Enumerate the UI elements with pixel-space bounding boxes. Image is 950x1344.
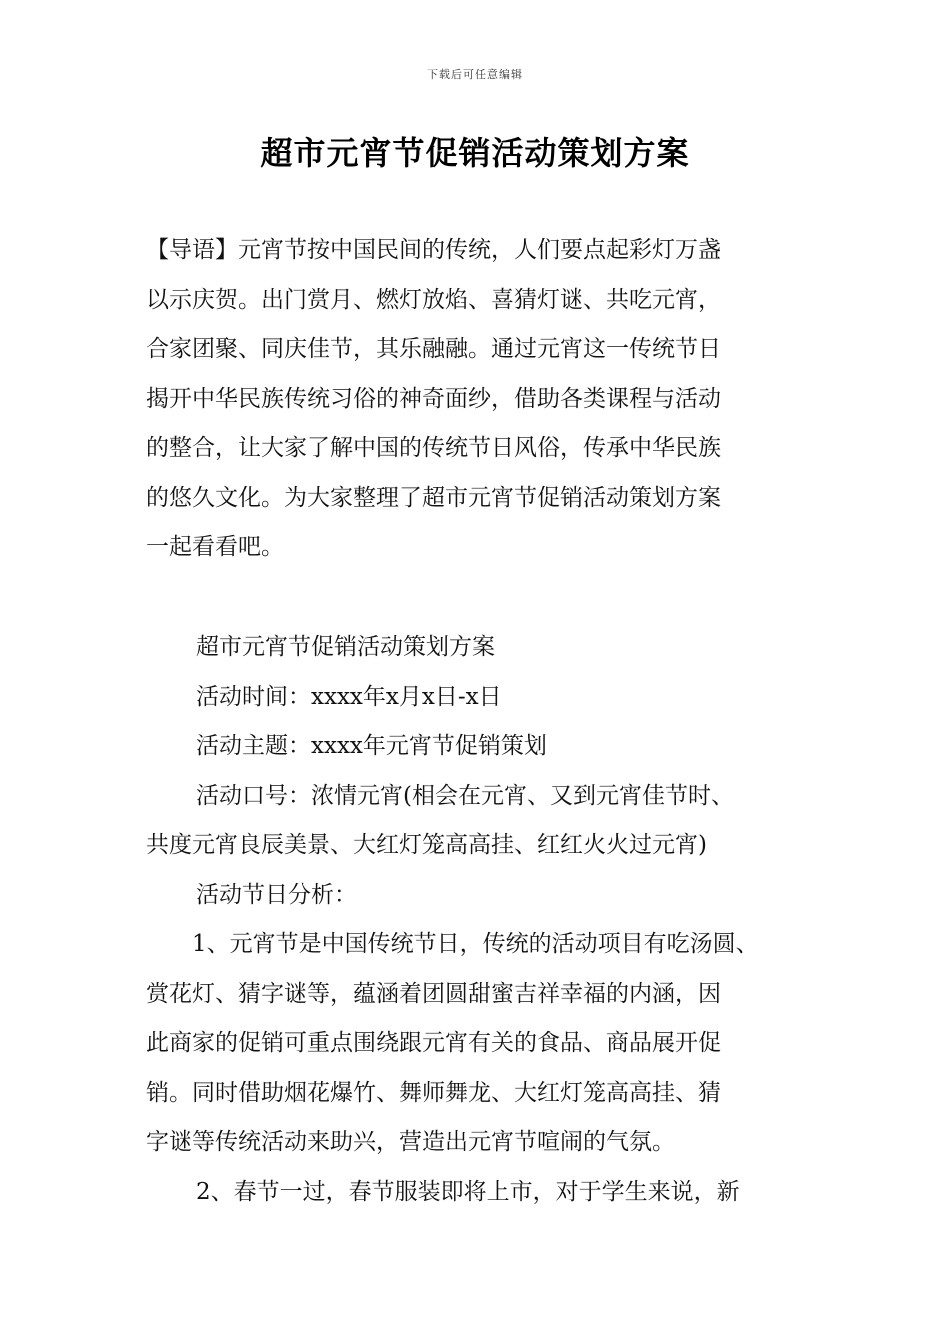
analysis-point-1-line: 此商家的促销可重点围绕跟元宵有关的食品、商品展开促 [146, 1030, 721, 1056]
holiday-analysis-heading: 活动节日分析： [196, 881, 357, 908]
analysis-point-1-line: 赏花灯、猜字谜等，蕴涵着团圆甜蜜吉祥幸福的内涵，因 [146, 980, 721, 1007]
intro-paragraph [146, 226, 826, 573]
intro-line: 揭开中华民族传统习俗的神奇面纱，借助各类课程与活动 [146, 385, 721, 412]
activity-time: 活动时间：xxxx年x月x日-x日 [196, 683, 502, 710]
section-heading: 超市元宵节促销活动策划方案 [196, 634, 495, 660]
intro-line: 以示庆贺。出门赏月、燃灯放焰、喜猜灯谜、共吃元宵， [146, 286, 721, 313]
document-title: 超市元宵节促销活动策划方案 [260, 134, 690, 172]
activity-slogan: 活动口号：浓情元宵(相会在元宵、又到元宵佳节时、 [196, 782, 734, 809]
intro-line: 一起看看吧。 [146, 534, 284, 560]
intro-line: 【导语】元宵节按中国民间的传统，人们要点起彩灯万盏 [146, 237, 721, 263]
intro-line: 合家团聚、同庆佳节，其乐融融。通过元宵这一传统节日 [146, 336, 721, 362]
analysis-point-1-line: 销。同时借助烟花爆竹、舞师舞龙、大红灯笼高高挂、猜 [146, 1079, 721, 1106]
analysis-point-2: 2、春节一过，春节服装即将上市，对于学生来说，新 [196, 1178, 740, 1205]
intro-line: 的整合，让大家了解中国的传统节日风俗，传承中华民族 [146, 435, 721, 461]
header-note: 下载后可任意编辑 [427, 68, 523, 81]
activity-theme: 活动主题：xxxx年元宵节促销策划 [196, 733, 547, 759]
analysis-point-1: 1、元宵节是中国传统节日，传统的活动项目有吃汤圆、 [192, 931, 759, 957]
activity-slogan-continued: 共度元宵良辰美景、大红灯笼高高挂、红红火火过元宵) [146, 832, 707, 858]
analysis-point-1-line: 字谜等传统活动来助兴，营造出元宵节喧闹的气氛。 [146, 1129, 675, 1155]
intro-line: 的悠久文化。为大家整理了超市元宵节促销活动策划方案 [146, 484, 721, 511]
plan-section [146, 623, 826, 1217]
